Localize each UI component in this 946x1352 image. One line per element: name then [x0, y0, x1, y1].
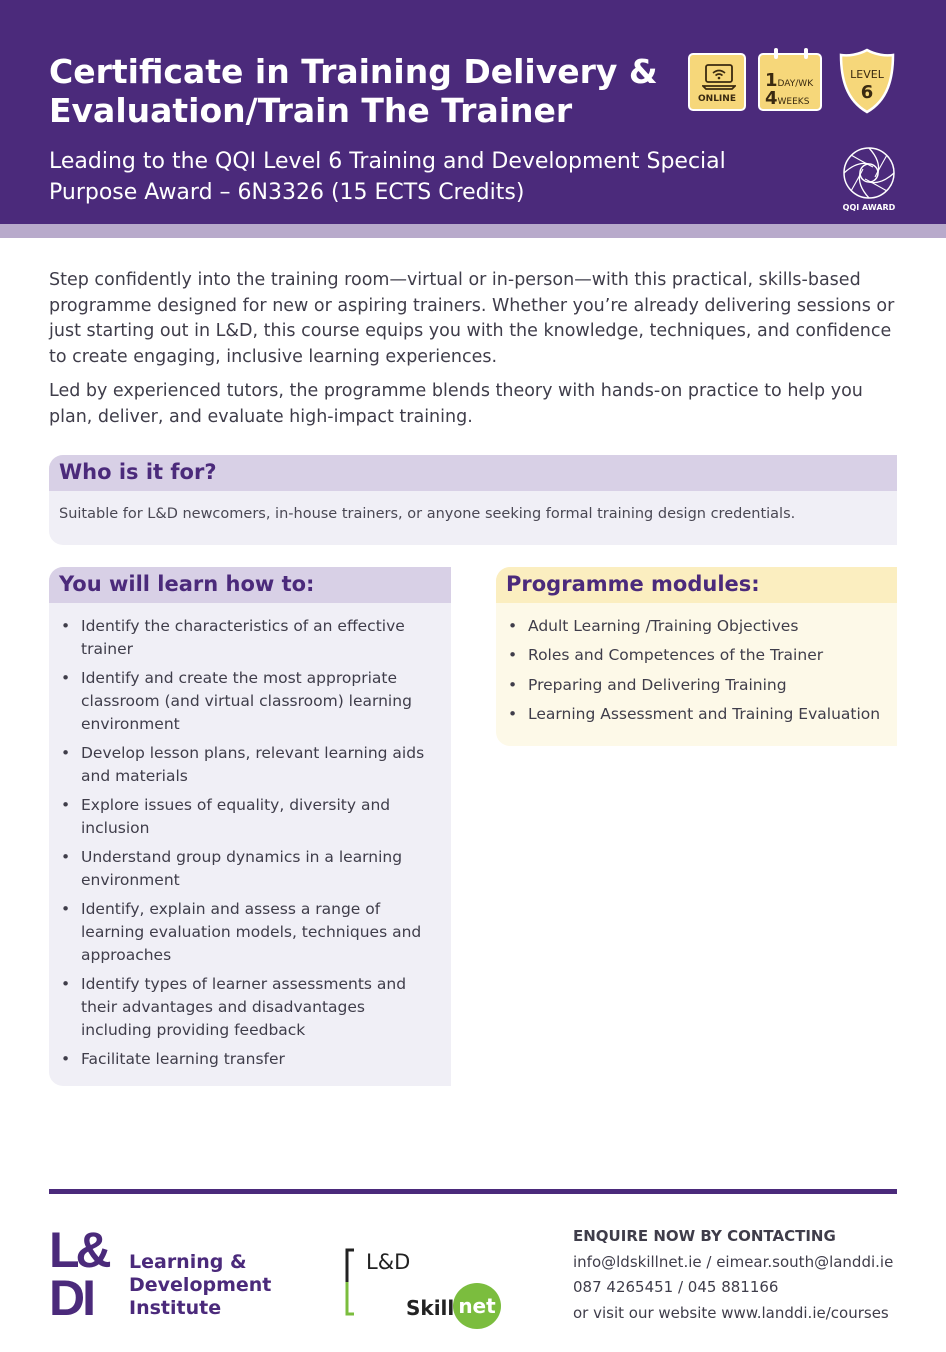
- contact-block: [573, 1224, 903, 1326]
- intro-paragraph: Led by experienced tutors, the programme blends theory with hands-on practice to help you plan, deliver, and evaluate high-impact training.: [49, 381, 863, 427]
- contact-email[interactable]: info@ldskillnet.ie / eimear.south@landdi.ie: [573, 1252, 894, 1271]
- contact-website[interactable]: or visit our website www.landdi.ie/courses: [573, 1303, 889, 1322]
- online-badge: [688, 53, 746, 111]
- skillnet-logo: [344, 1248, 504, 1332]
- list-item: • Learning Assessment and Training Evaluation: [504, 703, 885, 726]
- list-item: • Preparing and Delivering Training: [504, 674, 885, 697]
- online-label: ONLINE: [698, 94, 736, 104]
- svg-text:DI: DI: [49, 1270, 93, 1317]
- learning-outcomes-panel: [49, 567, 451, 1086]
- weeks-count: 4WEEKS: [765, 88, 810, 109]
- calendar-ring-icon: [774, 48, 778, 59]
- who-is-it-for-panel: [49, 455, 897, 545]
- learn-heading: You will learn how to:: [49, 567, 451, 603]
- intro-paragraph: Step confidently into the training room—virtual or in-person—with this practical, skills-based programme designed for new or aspiring trainers. Whether you’re already delivering sessions or just starting out in L&D, this course equips you with the knowledge, techniques, and confidence to create engaging, inclusive learning experiences.: [49, 270, 895, 367]
- programme-modules-panel: [496, 567, 897, 746]
- bracket-icon: [344, 1248, 356, 1316]
- list-item: • Identify and create the most appropriate classroom (and virtual classroom) learning environment: [57, 667, 439, 735]
- learn-list: [49, 603, 451, 1071]
- qqi-swirl-icon: [841, 145, 897, 201]
- contact-phone[interactable]: 087 4265451 / 045 881166: [573, 1278, 779, 1296]
- header-banner: [0, 0, 946, 224]
- list-item: • Roles and Competences of the Trainer: [504, 644, 885, 667]
- list-item: • Identify the characteristics of an effective trainer: [57, 615, 439, 661]
- list-item: • Facilitate learning transfer: [57, 1048, 439, 1071]
- laptop-wifi-icon: [702, 63, 736, 91]
- skillnet-skill-text: Skill: [406, 1296, 455, 1320]
- list-item: • Adult Learning /Training Objectives: [504, 615, 885, 638]
- list-item: • Identify, explain and assess a range of learning evaluation models, techniques and approaches: [57, 898, 439, 966]
- svg-text:L&: L&: [49, 1225, 108, 1278]
- header-stripe: [0, 224, 946, 238]
- who-body: Suitable for L&D newcomers, in-house trainers, or anyone seeking formal training design credentials.: [59, 506, 796, 522]
- duration-badge: [758, 53, 822, 111]
- intro-text: [49, 268, 899, 439]
- modules-list: [496, 603, 897, 726]
- calendar-ring-icon: [804, 48, 808, 59]
- list-item: • Develop lesson plans, relevant learning aids and materials: [57, 742, 439, 788]
- modules-heading: Programme modules:: [496, 567, 897, 603]
- who-heading: Who is it for?: [49, 455, 897, 491]
- list-item: • Identify types of learner assessments and their advantages and disadvantages including providing feedback: [57, 973, 439, 1041]
- days-per-week: 1DAY/WK: [765, 70, 814, 91]
- ldi-logo-mark: [49, 1225, 119, 1317]
- page-subtitle: Leading to the QQI Level 6 Training and Development Special Purpose Award – 6N3326 (15 ECTS Credits): [49, 149, 726, 205]
- shield-icon: [838, 48, 896, 114]
- institute-name: Learning & Development Institute: [129, 1251, 272, 1319]
- footer-divider: [49, 1189, 897, 1194]
- list-item: • Explore issues of equality, diversity and inclusion: [57, 794, 439, 840]
- level-badge: [838, 48, 896, 114]
- qqi-caption: QQI AWARD: [842, 203, 896, 212]
- list-item: • Understand group dynamics in a learning environment: [57, 846, 439, 892]
- contact-heading: ENQUIRE NOW BY CONTACTING: [573, 1227, 836, 1245]
- skillnet-net-circle: net: [453, 1283, 501, 1329]
- skillnet-ld-text: L&D: [366, 1250, 411, 1274]
- institute-logo: [49, 1225, 279, 1317]
- qqi-award-logo: [838, 145, 900, 217]
- level-label: LEVEL: [850, 68, 884, 81]
- level-number: 6: [860, 82, 874, 103]
- page-title: Certificate in Training Delivery & Evaluation/Train The Trainer: [49, 52, 658, 130]
